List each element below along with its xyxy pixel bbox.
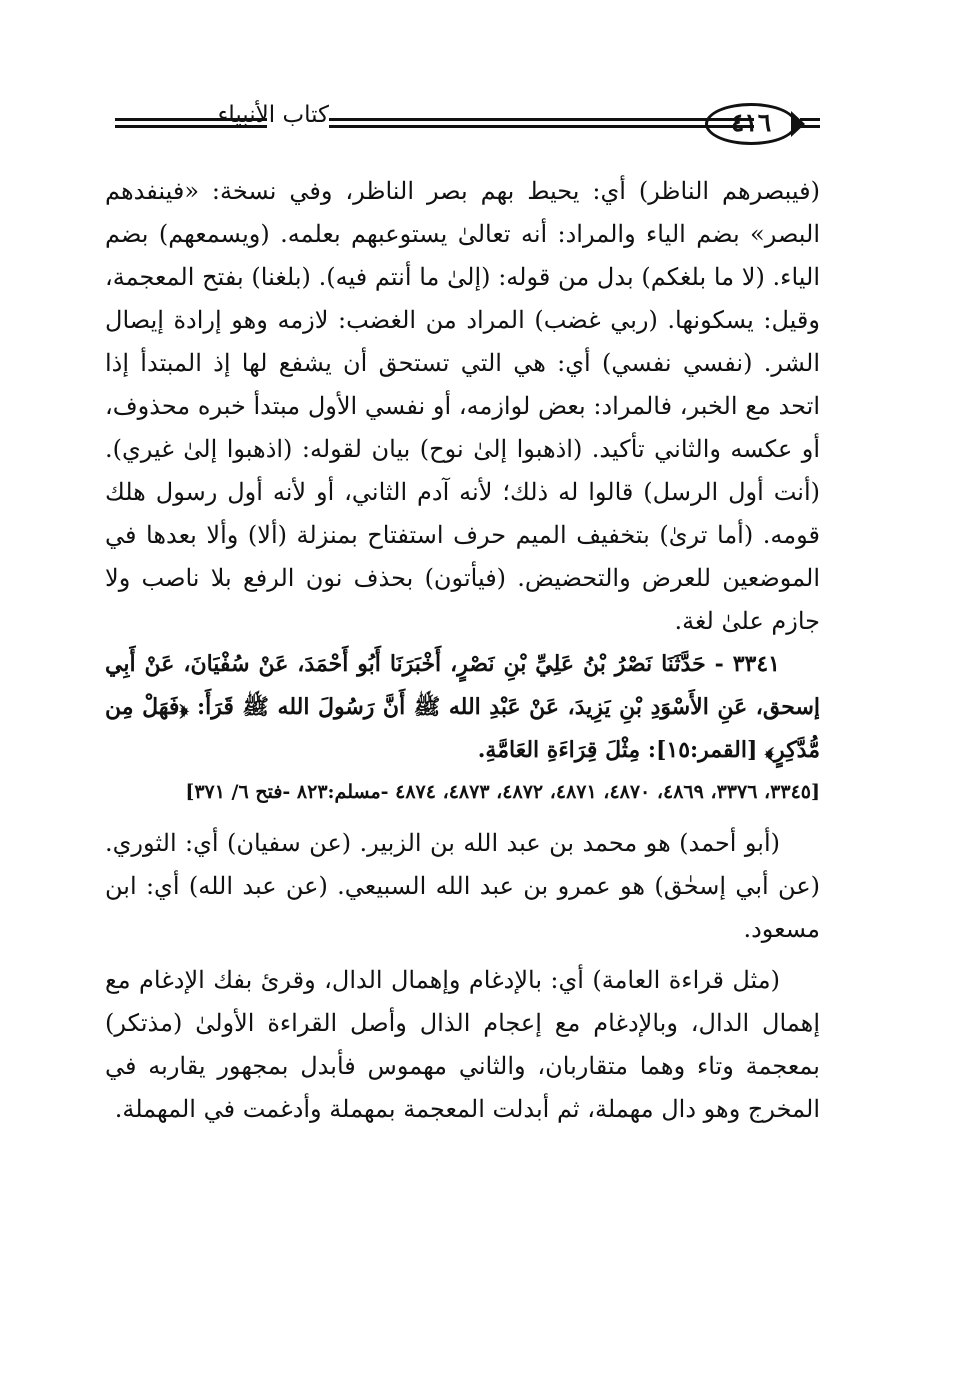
book-title: كتاب الأنبياء <box>217 102 329 128</box>
header-rule-right <box>800 118 820 128</box>
hadith-references: [٣٣٤٥، ٣٣٧٦، ٤٨٦٩، ٤٨٧٠، ٤٨٧١، ٤٨٧٢، ٤٨٧٣، ٤٨٧٤ -مسلم:٨٢٣ -فتح ٦/ ٣٧١] <box>185 781 820 803</box>
commentary-paragraph: (أبو أحمد) هو محمد بن عبد الله بن الزبير. (عن سفيان) أي: الثوري. (عن أبي إسحٰق) هو عمرو بن عبد الله السبيعي. (عن عبد الله) أي: ابن مسعود. <box>105 829 820 943</box>
page-number: ٤١٦ <box>705 103 797 145</box>
commentary-paragraph: (مثل قراءة العامة) أي: بالإدغام وإهمال الدال، وقرئ بفك الإدغام مع إهمال الدال، وبالإدغام مع إعجام الذال وأصل القراءة الأولىٰ (مذتكر) بمعجمة وتاء وهما متقاربان، والثاني مهموس فأبدل بمجهور يقاربه في المخرج وهو دال مهملة، ثم أبدلت المعجمة بمهملة وأدغمت في المهملة. <box>105 966 820 1123</box>
commentary-paragraph: (فيبصرهم الناظر) أي: يحيط بهم بصر الناظر، وفي نسخة: «فينفدهم البصر» بضم الياء والمراد: أنه تعالىٰ يستوعبهم بعلمه. (ويسمعهم) بضم الياء. (لا ما بلغكم) بدل من قوله: (إلىٰ ما أنتم فيه). (بلغنا) بفتح المعجمة، وقيل: يسكونها. (ربي غضب) المراد من الغضب: لازمه وهو إرادة إيصال الشر. (نفسي نفسي) أي: هي التي تستحق أن يشفع لها إذ المبتدأ إذا اتحد مع الخبر، فالمراد: بعض لوازمه، أو نفسي الأول مبتدأ خبره محذوف، أو عكسه والثاني تأكيد. (اذهبوا إلىٰ نوح) بيان لقوله: (اذهبوا إلىٰ غيري). (أنت أول الرسل) قالوا له ذلك؛ لأنه آدم الثاني، أو لأنه أول رسول هلك قومه. (أما ترىٰ) بتخفيف الميم حرف استفتاح بمنزلة (ألا) وألا بعدها في الموضعين للعرض والتحضيض. (فيأتون) بحذف نون الرفع بلا ناصب ولا جازم علىٰ لغة. <box>105 177 821 635</box>
page-header <box>105 96 820 156</box>
page-body <box>105 170 820 1131</box>
paragraph-gap <box>105 951 820 959</box>
header-rule-middle <box>329 118 754 128</box>
hadith-text: ٣٣٤١ - حَدَّثَنَا نَصْرُ بْنُ عَلِيِّ بْنِ نَصْرٍ، أَخْبَرَنَا أَبُو أَحْمَدَ، عَنْ سُفْيَانَ، عَنْ أَبِي إسحق، عَنِ الأَسْوَدِ بْنِ يَزِيدَ، عَنْ عَبْدِ الله ﷺ أَنَّ رَسُولَ الله ﷺ قَرَأَ: ﴿فَهَلْ مِن مُّدَّكِرٍ﴾ [القمر:١٥]: مِثْلَ قِرَاءَةِ العَامَّةِ. <box>105 651 820 763</box>
